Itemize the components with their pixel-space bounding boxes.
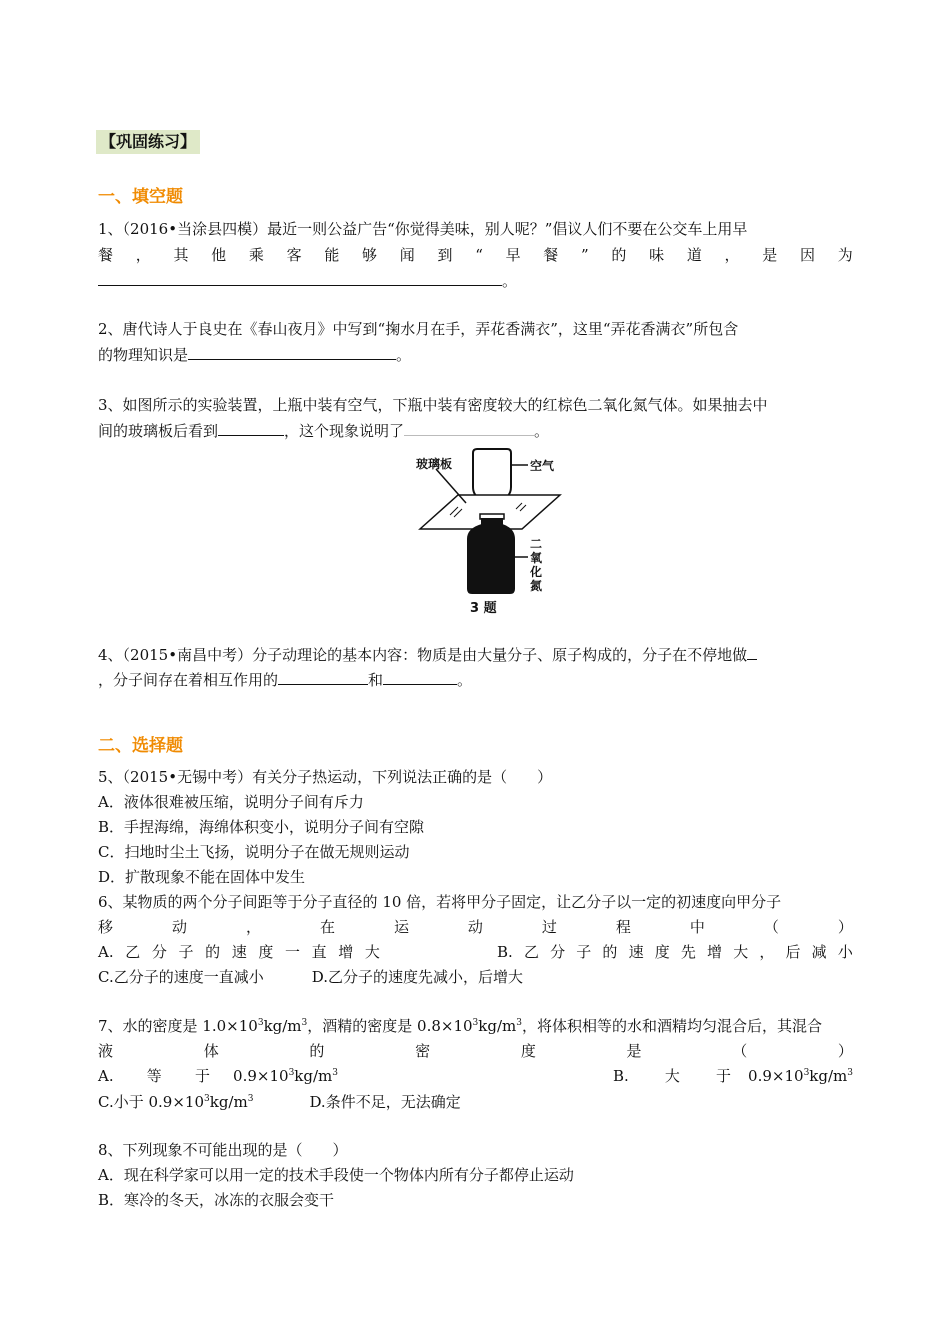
q6-option-b-char: 乙 <box>523 943 539 961</box>
q7-sup: 3 <box>257 1018 264 1028</box>
q5-stem: 5、（2015•无锡中考）有关分子热运动，下列说法正确的是（ ） <box>98 768 553 786</box>
q6-option-b-char: 后 <box>785 943 801 961</box>
q6-line2-char: （ <box>763 918 779 936</box>
q6-option-b-char: 先 <box>680 943 696 961</box>
q7-options-ab <box>98 1066 853 1086</box>
q4-line2-mid: 和 <box>368 671 384 689</box>
q7-option-a-unit: kg/m <box>294 1067 333 1085</box>
q7-option-c-unit: kg/m <box>209 1093 248 1111</box>
q3-figure <box>410 447 570 621</box>
q2-line2 <box>98 344 853 365</box>
q7-sup: 3 <box>301 1018 308 1028</box>
q7-line1 <box>98 1016 853 1036</box>
q1-line2-char: ， <box>135 246 151 264</box>
q7-water-density: 7、水的密度是 1.0×10 <box>98 1017 258 1035</box>
q6-line2-char: ， <box>245 918 261 936</box>
q8-option-b[interactable]: B．寒冷的冬天，冰冻的衣服会变干 <box>98 1191 335 1209</box>
q7-option-a-value: 0.9×10 <box>233 1067 289 1085</box>
q1-line2-char: 是 <box>762 246 778 264</box>
q6-option-a-char: 速 <box>231 943 247 961</box>
q5-option-b[interactable]: B．手捏海绵，海绵体积变小，说明分子间有空隙 <box>98 818 425 836</box>
q7-sup: 3 <box>204 1094 210 1104</box>
q6-option-a-char: 的 <box>205 943 221 961</box>
q7-option-c-text: C.小于 0.9×10 <box>98 1093 204 1111</box>
q1-line2-char: 餐 <box>98 246 114 264</box>
q1-line2-char: ” <box>581 246 589 264</box>
q6-option-b-char: 的 <box>602 943 618 961</box>
q6-options-cd <box>98 967 853 987</box>
q1-line2-char: 够 <box>362 246 378 264</box>
q7-line2-char: 液 <box>98 1042 114 1060</box>
q4-blank-motion[interactable] <box>747 644 757 660</box>
q4-line1 <box>98 644 853 665</box>
q6-option-b-char: 度 <box>654 943 670 961</box>
consolidation-badge: 【巩固练习】 <box>96 130 200 154</box>
q3-line1: 3、如图所示的实验装置，上瓶中装有空气，下瓶中装有密度较大的红棕色二氧化氮气体。如果抽去中 <box>98 396 768 414</box>
q7-line2 <box>98 1041 853 1061</box>
q7-line1-rest: ，将体积相等的水和酒精均匀混合后，其混合 <box>521 1017 822 1035</box>
q6-option-a-char: 分 <box>151 943 167 961</box>
q1-line2-char: 闻 <box>399 246 415 264</box>
q1-line2-char: 的 <box>611 246 627 264</box>
q6-option-b-char: B. <box>497 943 513 961</box>
q6-option-a-char: 增 <box>338 943 354 961</box>
q8-option-a[interactable]: A．现在科学家可以用一定的技术手段使一个物体内所有分子都停止运动 <box>98 1166 574 1184</box>
q6-line2-char: 在 <box>319 918 335 936</box>
q1-line2-char: ， <box>724 246 740 264</box>
q6-line2-char: 程 <box>615 918 631 936</box>
q1-line2-char: 道 <box>686 246 702 264</box>
q4-blank-force2[interactable] <box>383 669 457 685</box>
q6-line2-char: 运 <box>393 918 409 936</box>
q3-line2 <box>98 420 853 441</box>
q3-line2-mid: ，这个现象说明了 <box>284 422 405 440</box>
q7-option-a[interactable] <box>98 1066 338 1086</box>
q1-line2-char: 他 <box>211 246 227 264</box>
q6-line2-char: 动 <box>171 918 187 936</box>
q1-end: 。 <box>502 272 518 290</box>
q4-line2-prefix: ，分子间存在着相互作用的 <box>98 671 279 689</box>
q6-option-b-char: 增 <box>707 943 723 961</box>
q6-option-a-char: 乙 <box>125 943 141 961</box>
q7-line2-char: 度 <box>520 1042 536 1060</box>
q7-line2-char: 体 <box>203 1042 219 1060</box>
q6-option-a-char: 度 <box>258 943 274 961</box>
q6-option-a-char: 直 <box>311 943 327 961</box>
q3-blank-explain[interactable] <box>404 420 534 436</box>
q7-option-d[interactable]: D.条件不足，无法确定 <box>309 1093 461 1111</box>
q6-options-ab <box>98 942 853 962</box>
q7-unit2: kg/m <box>478 1017 517 1035</box>
figure-caption: 3 题 <box>470 601 497 616</box>
q2-line1: 2、唐代诗人于良史在《春山夜月》中写到“掬水月在手，弄花香满衣”，这里“弄花香满衣”所包含 <box>98 320 739 338</box>
label-glass-plate: 玻璃板 <box>416 457 453 471</box>
q1-line2-char: 早 <box>505 246 521 264</box>
q7-option-a-char: A. <box>98 1067 114 1085</box>
q6-line2-char: 移 <box>98 918 114 936</box>
label-air: 空气 <box>530 459 555 473</box>
q7-option-b-char: 于 <box>715 1067 731 1085</box>
q3-blank-observe[interactable] <box>218 420 284 436</box>
q7-option-a-char: 等 <box>146 1067 162 1085</box>
q8-stem: 8、下列现象不可能出现的是（ ） <box>98 1141 348 1159</box>
q1-line2 <box>98 245 853 265</box>
q6-option-d[interactable]: D.乙分子的速度先减小，后增大 <box>311 968 523 986</box>
q2-answer-blank[interactable] <box>188 344 396 360</box>
q1-line2-char: 因 <box>799 246 815 264</box>
q7-sup: 3 <box>332 1068 338 1078</box>
q7-sup: 3 <box>288 1068 295 1078</box>
q6-option-b[interactable] <box>497 942 853 962</box>
q7-option-b-unit: kg/m <box>809 1067 848 1085</box>
q7-alcohol-density: ，酒精的密度是 0.8×10 <box>307 1017 473 1035</box>
q6-option-b-char: 大 <box>733 943 749 961</box>
q1-line2-char: 其 <box>173 246 189 264</box>
q1-line3 <box>98 270 853 291</box>
q7-line2-char: 是 <box>626 1042 642 1060</box>
q7-options-cd <box>98 1092 853 1112</box>
q1-answer-blank[interactable] <box>98 270 502 286</box>
q3-end: 。 <box>534 422 550 440</box>
q1-line1: 1、（2016•当涂县四模）最近一则公益广告“你觉得美味，别人呢？”倡议人们不要在公交车上用早 <box>98 220 748 238</box>
q1-line2-char: 到 <box>437 246 453 264</box>
q7-sup: 3 <box>803 1068 810 1078</box>
label-nitrogen-dioxide: 二氧化氮 <box>530 537 543 593</box>
q7-option-b[interactable] <box>613 1066 853 1086</box>
q7-option-b-value: 0.9×10 <box>748 1067 804 1085</box>
q4-line1-text: 4、（2015•南昌中考）分子动理论的基本内容：物质是由大量分子、原子构成的，分子在不停地做 <box>98 646 748 664</box>
q7-line2-char: 的 <box>309 1042 325 1060</box>
q6-option-a[interactable] <box>98 942 380 962</box>
q6-option-b-char: 速 <box>628 943 644 961</box>
q6-option-a-char: 大 <box>364 943 380 961</box>
q4-line2 <box>98 669 853 690</box>
q7-sup: 3 <box>847 1068 853 1078</box>
q7-sup: 3 <box>472 1018 479 1028</box>
q1-line2-char: 乘 <box>248 246 264 264</box>
q6-option-a-char: A. <box>98 943 114 961</box>
q6-option-a-char: 子 <box>178 943 194 961</box>
q7-option-b-char: B. <box>613 1067 629 1085</box>
q7-sup: 3 <box>516 1018 522 1028</box>
q7-option-c[interactable] <box>98 1093 253 1111</box>
q6-line2-char: ） <box>837 918 853 936</box>
q1-line2-char: “ <box>475 246 483 264</box>
q6-line2-char: 中 <box>689 918 705 936</box>
q7-option-b-char: 大 <box>664 1067 680 1085</box>
q6-option-a-char: 一 <box>284 943 300 961</box>
q6-option-b-char: 子 <box>576 943 592 961</box>
q6-option-b-char: 减 <box>811 943 827 961</box>
q7-option-a-char: 于 <box>194 1067 210 1085</box>
q1-line2-char: 餐 <box>543 246 559 264</box>
section-choice-title: 二、选择题 <box>98 736 183 756</box>
q7-line2-char: 密 <box>415 1042 431 1060</box>
q2-line2-prefix: 的物理知识是 <box>98 346 189 364</box>
q6-option-b-char: 分 <box>550 943 566 961</box>
q7-unit1: kg/m <box>263 1017 302 1035</box>
q6-option-b-char: ， <box>759 943 775 961</box>
q4-blank-force1[interactable] <box>278 669 368 685</box>
q7-line2-char: （ <box>732 1042 748 1060</box>
q4-end: 。 <box>457 671 473 689</box>
q3-line2-prefix: 间的玻璃板后看到 <box>98 422 219 440</box>
q6-line2-char: 动 <box>467 918 483 936</box>
q2-end: 。 <box>396 346 412 364</box>
q1-line2-char: 味 <box>649 246 665 264</box>
q7-line2-char: ） <box>837 1042 853 1060</box>
q5-option-a[interactable]: A．液体很难被压缩，说明分子间有斥力 <box>98 793 364 811</box>
q5-option-d[interactable]: D．扩散现象不能在固体中发生 <box>98 868 306 886</box>
q1-line2-char: 为 <box>837 246 853 264</box>
q5-option-c[interactable]: C．扫地时尘土飞扬，说明分子在做无规则运动 <box>98 843 410 861</box>
q6-line2-char: 过 <box>541 918 557 936</box>
q6-line1: 6、某物质的两个分子间距等于分子直径的 10 倍，若将甲分子固定，让乙分子以一定的初速度向甲分子 <box>98 893 782 911</box>
q6-option-b-char: 小 <box>837 943 853 961</box>
q1-line2-char: 能 <box>324 246 340 264</box>
lower-bottle <box>468 519 514 593</box>
section-fill-title: 一、填空题 <box>98 187 183 207</box>
q6-option-c[interactable]: C.乙分子的速度一直减小 <box>98 968 264 986</box>
q6-line2 <box>98 917 853 937</box>
q1-line2-char: 客 <box>286 246 302 264</box>
q7-sup: 3 <box>247 1094 254 1104</box>
